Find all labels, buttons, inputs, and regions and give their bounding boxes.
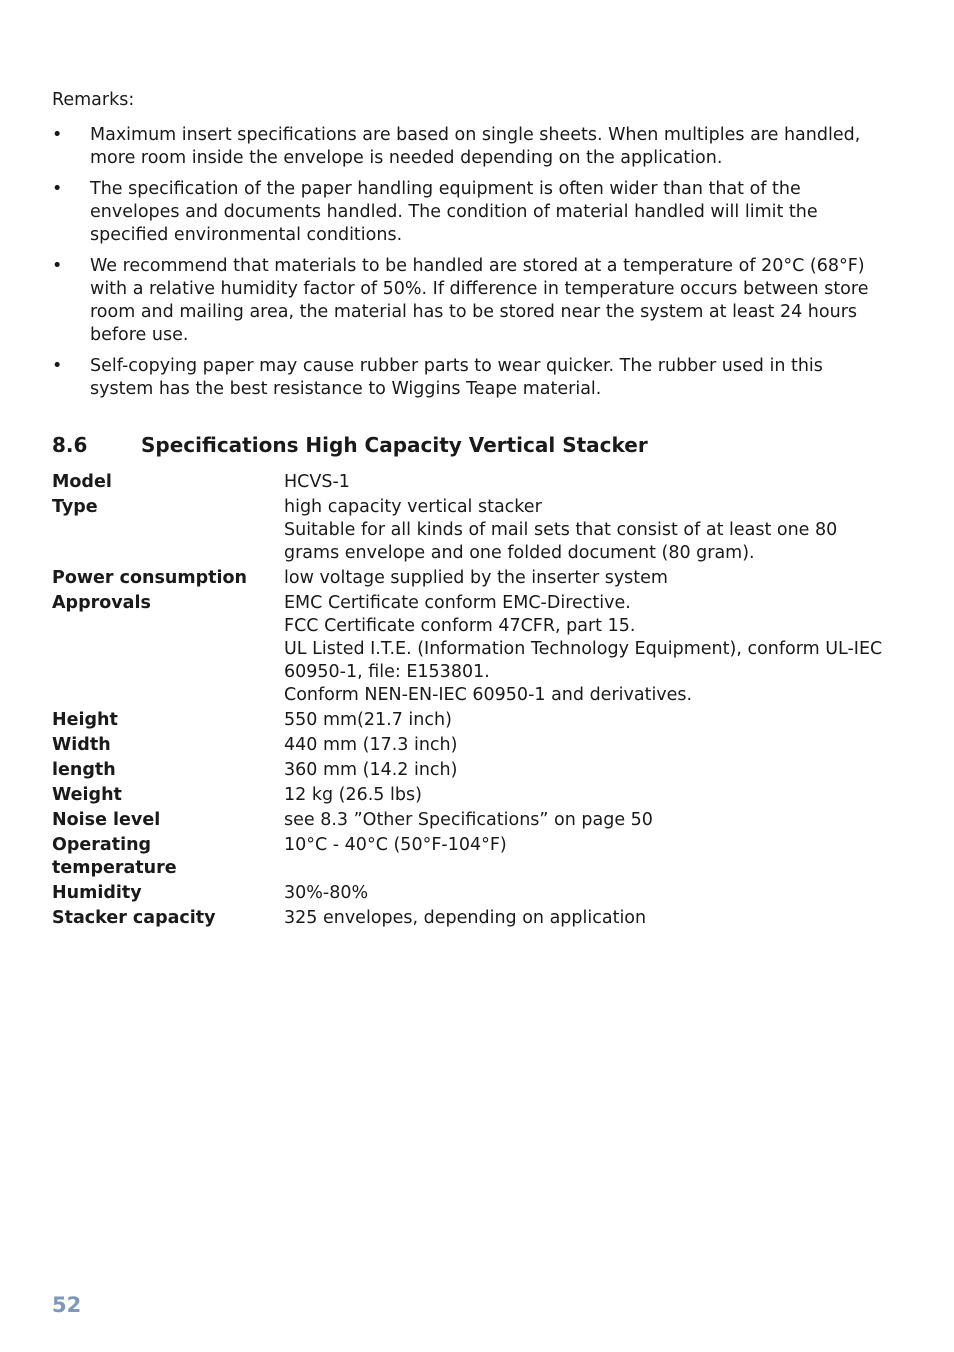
spec-value-line: 325 envelopes, depending on application xyxy=(284,908,647,928)
spec-value-line: 12 kg (26.5 lbs) xyxy=(284,785,422,805)
remarks-list xyxy=(52,124,882,409)
spec-value-line: 550 mm(21.7 inch) xyxy=(284,710,452,730)
section-heading xyxy=(52,431,648,459)
spec-key: Model xyxy=(52,472,112,492)
spec-value xyxy=(284,809,892,832)
spec-value xyxy=(284,759,892,782)
spec-value-line: 360 mm (14.2 inch) xyxy=(284,760,458,780)
spec-key: Noise level xyxy=(52,810,161,830)
spec-value xyxy=(284,882,892,905)
section-number: 8.6 xyxy=(52,433,88,457)
bullet-text: The specification of the paper handling equipment is often wider than that of the envelopes and documents handled. The condition of material handled will limit the specified environmental conditions. xyxy=(90,179,818,245)
list-item xyxy=(52,355,882,401)
spec-row-model xyxy=(52,471,892,494)
bullet-icon: • xyxy=(52,179,63,199)
spec-value xyxy=(284,834,892,880)
spec-value xyxy=(284,907,892,930)
spec-key: Height xyxy=(52,710,118,730)
spec-row-power xyxy=(52,567,892,590)
bullet-text: Maximum insert specifications are based on single sheets. When multiples are handled, more room inside the envelope is needed depending on the application. xyxy=(90,125,861,168)
spec-key: Power consumption xyxy=(52,568,247,588)
list-item xyxy=(52,124,882,170)
bullet-icon: • xyxy=(52,125,63,145)
spec-key: Approvals xyxy=(52,593,151,613)
spec-row-height xyxy=(52,709,892,732)
bullet-text: We recommend that materials to be handled are stored at a temperature of 20°C (68°F) with a relative humidity factor of 50%. If difference in temperature occurs between store room and mailing area, the material has to be stored near the system at least 24 hours before use. xyxy=(90,256,869,345)
spec-value-line: EMC Certificate conform EMC-Directive. xyxy=(284,593,631,613)
spec-row-stacker-capacity xyxy=(52,907,892,930)
list-item xyxy=(52,178,882,247)
spec-value-line: HCVS-1 xyxy=(284,472,350,492)
spec-value xyxy=(284,471,892,494)
page-number: 52 xyxy=(52,1293,82,1317)
spec-value xyxy=(284,567,892,590)
spec-value-line: Suitable for all kinds of mail sets that consist of at least one 80 grams envelope and one folded document (80 gram). xyxy=(284,520,838,563)
spec-value-line: UL Listed I.T.E. (Information Technology Equipment), conform UL-IEC 60950-1, file: E153801. xyxy=(284,639,883,682)
spec-value-line: FCC Certificate conform 47CFR, part 15. xyxy=(284,616,636,636)
spec-value-line: high capacity vertical stacker xyxy=(284,497,542,517)
spec-value-line: low voltage supplied by the inserter system xyxy=(284,568,668,588)
section-title: Specifications High Capacity Vertical Stacker xyxy=(141,433,648,457)
spec-value-line: 30%-80% xyxy=(284,883,369,903)
spec-row-type xyxy=(52,496,892,565)
spec-value-line: 10°C - 40°C (50°F-104°F) xyxy=(284,835,507,855)
bullet-text: Self-copying paper may cause rubber parts to wear quicker. The rubber used in this system has the best resistance to Wiggins Teape material. xyxy=(90,356,823,399)
spec-value-line: 440 mm (17.3 inch) xyxy=(284,735,458,755)
spec-row-humidity xyxy=(52,882,892,905)
spec-value xyxy=(284,709,892,732)
spec-key: Weight xyxy=(52,785,122,805)
remarks-label: Remarks: xyxy=(52,90,135,110)
spec-key: length xyxy=(52,760,116,780)
spec-row-noise xyxy=(52,809,892,832)
spec-row-weight xyxy=(52,784,892,807)
spec-key: Stacker capacity xyxy=(52,908,216,928)
spec-key: Humidity xyxy=(52,883,142,903)
spec-value xyxy=(284,592,892,707)
spec-value xyxy=(284,734,892,757)
spec-value xyxy=(284,784,892,807)
bullet-icon: • xyxy=(52,256,63,276)
spec-row-approvals xyxy=(52,592,892,707)
spec-row-width xyxy=(52,734,892,757)
list-item xyxy=(52,255,882,347)
spec-value xyxy=(284,496,892,565)
spec-value-line: Conform NEN-EN-IEC 60950-1 and derivatives. xyxy=(284,685,693,705)
spec-row-length xyxy=(52,759,892,782)
spec-key: Operating temperature xyxy=(52,835,177,878)
spec-key: Width xyxy=(52,735,111,755)
bullet-icon: • xyxy=(52,356,63,376)
spec-row-operating-temperature xyxy=(52,834,892,880)
spec-table xyxy=(52,471,892,932)
spec-key: Type xyxy=(52,497,98,517)
spec-value-line: see 8.3 ”Other Specifications” on page 50 xyxy=(284,810,653,830)
